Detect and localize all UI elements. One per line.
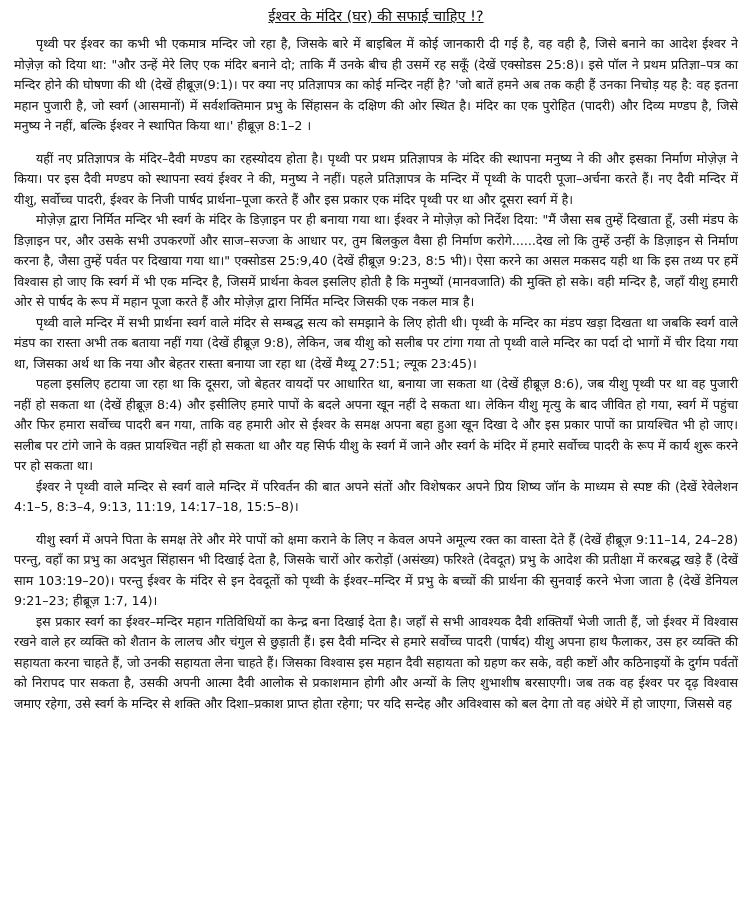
paragraph-7: यीशु स्वर्ग में अपने पिता के समक्ष तेरे और मेरे पापों को क्षमा कराने के लिए न केवल अपने अमूल्य रक्त का वास्ता देते हैं (देखें हीब्रूज़ 9:11–14, 24–28) परन्तु, वहाँ का प्रभु का अदभुत सिंहासन भी दिखाई देता है, जिसके चारों ओर करोड़ों (असंख्य) फरिश्ते (देवदूत) प्रभु के आदेश की प्रतीक्षा में करबद्ध खड़े हैं (देखें साम 103:19–20)। परन्तु ईश्वर के मंदिर से इन देवदूतों को पृथ्वी के ईश्वर–मन्दिर में प्रभु के बच्चों की प्रार्थना की सुनवाई करने भेजा जाता है (देखें डेनियल 9:21–23; हीब्रूज़ 1:7, 14)। bbox=[14, 531, 738, 608]
paragraph-3: मोज़ेज़ द्वारा निर्मित मन्दिर भी स्वर्ग के मंदिर के डिज़ाइन पर ही बनाया गया था। ईश्वर ने मोज़ेज़ को निर्देश दिया: "मैं जैसा सब तुम्हें दिखाता हूँ, उसी मंडप के डिज़ाइन पर, और उसके सभी उपकरणों और साज–सज्जा के आधार पर, तुम बिलकुल वैसा ही निर्माण करोगे......देख लो कि तुम्हें उन्हीं के डिज़ाइन से निर्माण करना है, जैसा तुम्हें पर्वत पर दिखाया गया था।" एक्सोडस 25:9,40 (देखें हीब्रूज़ 9:23, 8:5 भी)। ऐसा करने का असल मकसद यही था कि इस तथ्य पर हमें विश्वास हो जाए कि स्वर्ग में भी एक मन्दिर है, जिसमें प्रार्थना केवल इसलिए होती है कि मनुष्यों (मानवजाति) की मुक्ति हो सके। वही मन्दिर है, जहाँ यीशु हमारी ओर से पार्षद के रूप में महान पूजा करते हैं और मोज़ेज़ द्वारा निर्मित मन्दिर जिसकी एक नकल मात्र है। bbox=[14, 212, 738, 309]
document-title: ईश्वर के मंदिर (घर) की सफाई चाहिए !? bbox=[268, 9, 484, 25]
paragraph-8: इस प्रकार स्वर्ग का ईश्वर–मन्दिर महान गतिविधियों का केन्द्र बना दिखाई देता है। जहाँ से सभी आवश्यक दैवी शक्तियाँ भेजी जाती हैं, जो ईश्वर में विश्वास रखने वाले हर व्यक्ति को शैतान के लालच और चंगुल से छुड़ाती हैं। इस दैवी मन्दिर से हमारे सर्वोच्च पादरी (पार्षद) यीशु अपना हाथ फैलाकर, उस हर व्यक्ति की सहायता करना चाहते हैं, जो उनकी सहायता लेना चाहते हैं। जिसका विश्वास इस महान दैवी सहायता को ग्रहण कर सके, वही कष्टों और कठिनाइयों के दुर्गम पर्वतों को निरापद पार सकता है, उसकी अपनी आत्मा दैवी आलोक से प्रकाशमान होगी और अन्यों के लिए शुभाशीष बरसाएगी। जब तक वह ईश्वर पर दृढ़ विश्वास जमाए रहेगा, उसे स्वर्ग के मन्दिर से शक्ति और दिशा–प्रकाश प्राप्त होता रहेगा; पर यदि सन्देह और अविश्वास को बल देगा तो वह अंधेरे में हो जाएगा, जिससे वह bbox=[14, 613, 738, 711]
paragraph-5: पहला इसलिए हटाया जा रहा था कि दूसरा, जो बेहतर वायदों पर आधारित था, बनाया जा सकता था (देखें हीब्रूज़ 8:6), जब यीशु पृथ्वी पर था वह पुजारी नहीं हो सकता था (देखें हीब्रूज़ 8:4) और इसीलिए हमारे पापों के बदले अपना खून नहीं दे सकता था। लेकिन यीशु मृत्यु के बाद जीवित हो गया, स्वर्ग में पहुंचा और फिर हमारा सर्वोच्च पादरी बन गया, ताकि वह हमारी ओर से ईश्वर के समक्ष अपना बहा हुआ खून दिखा दे और इस प्रकार पापों का प्रायश्चित भी हो जाए। सलीब पर टांगे जाने के वक़्त प्रायश्चित नहीं हो सकता था और यह सिर्फ यीशु के स्वर्ग में जाने और स्वर्ग के मंदिर में हमारे सर्वोच्च पादरी के रूप में कार्य शुरू करने पर हो सकता था। bbox=[14, 376, 738, 473]
paragraph-4: पृथ्वी वाले मन्दिर में सभी प्रार्थना स्वर्ग वाले मंदिर से सम्बद्ध सत्य को समझाने के लिए होती थी। पृथ्वी के मन्दिर का मंडप खड़ा दिखता था जबकि स्वर्ग वाले मंडप का रास्ता अभी तक बताया नहीं गया (देखें हीब्रूज़ 9:8), लेकिन, जब यीशु को सलीब पर टांगा गया तो पृथ्वी वाले मन्दिर का पर्दा दो भागों में चीर दिया गया था, जिसका अर्थ था कि नया और बेहतर रास्ता बनाया जा रहा था (देखें मैथ्यू 27:51; ल्यूक 23:45)। bbox=[14, 314, 738, 371]
paragraph-6: ईश्वर ने पृथ्वी वाले मन्दिर से स्वर्ग वाले मन्दिर में परिवर्तन की बात अपने संतों और विशेषकर अपने प्रिय शिष्य जॉन के माध्यम से स्पष्ट की (देखें रेवेलेशन 4:1–5, 8:3–4, 9:13, 11:19, 14:17–18, 15:5–8)। bbox=[14, 478, 738, 514]
paragraph-1: पृथ्वी पर ईश्वर का कभी भी एकमात्र मन्दिर जो रहा है, जिसके बारे में बाइबिल में कोई जानकारी दी गई है, वह वही है, जिसे बनाने का आदेश ईश्वर ने मोज़ेज़ को दिया था: "और उन्हें मेरे लिए एक मंदिर बनाने दो; ताकि मैं उनके बीच ही उसमें रह सकूँ (देखें एक्सोडस 25:8)। इसे पॉल ने प्रथम प्रतिज्ञा–पत्र का मन्दिर होने की घोषणा की थी (देखें हीब्रूज़(9:1)। पर क्या नए प्रतिज्ञापत्र का कोई मन्दिर नहीं है? 'जो बातें हमने अब तक कही हैं उनका निचोड़ यह है: वह इतना महान पुजारी है, जो स्वर्ग (आसमानों) में सर्वशक्तिमान प्रभु के सिंहासन के दक्षिण की ओर स्थित है। मंदिर का एक पुरोहित (पादरी) और दिव्य मण्डप है, जिसे मनुष्य ने नहीं, बल्कि ईश्वर ने स्थापित किया था।' हीब्रूज़ 8:1–2 । bbox=[14, 36, 738, 133]
paragraph-2: यहीं नए प्रतिज्ञापत्र के मंदिर–दैवी मण्डप का रहस्योदय होता है। पृथ्वी पर प्रथम प्रतिज्ञापत्र के मंदिर की स्थापना मनुष्य ने की और इसका निर्माण मोजे़ज़ ने किया। पर इस दैवी मण्डप को स्थापना स्वयं ईश्वर ने की, मनुष्य ने नहीं। पहले प्रतिज्ञापत्र के मन्दिर में पृथ्वी के पादरी पूजा–अर्चना करते हैं। नए दैवी मन्दिर में यीशु, सर्वोच्च पादरी, ईश्वर के निजी पार्षद प्रार्थना–पूजा करते हैं और इस प्रकार एक मंदिर पृथ्वी पर था और दूसरा स्वर्ग में है। bbox=[14, 150, 738, 207]
